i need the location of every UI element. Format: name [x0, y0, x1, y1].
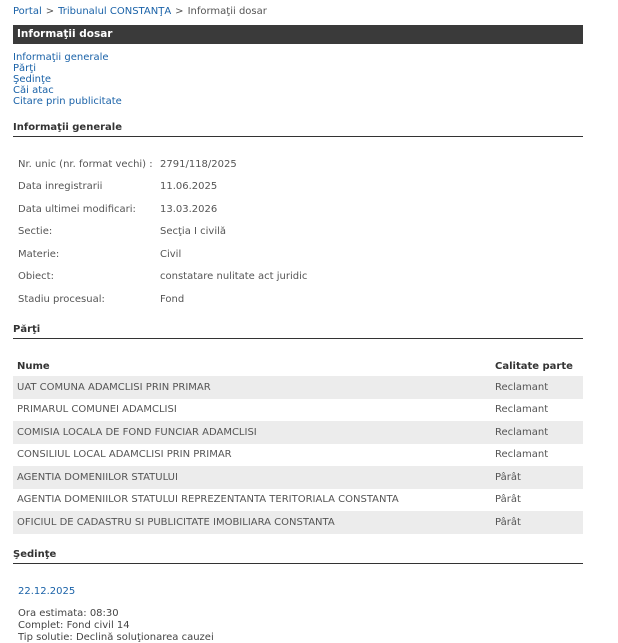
nav-link-citare-publicitate[interactable]: Citare prin publicitate [13, 96, 122, 107]
info-label: Nr. unic (nr. format vechi) : [18, 159, 153, 170]
hearing-time: Ora estimata: 08:30 [18, 608, 119, 619]
hearing-panel: Complet: Fond civil 14 [18, 620, 130, 631]
table-row [13, 399, 583, 422]
info-label: Data inregistrarii [18, 181, 103, 192]
info-value: Secţia I civilă [160, 226, 227, 237]
party-quality: Pârât [495, 494, 521, 506]
table-row [13, 376, 583, 399]
party-name: AGENTIA DOMENIILOR STATULUI [13, 466, 491, 489]
table-header-row [13, 356, 583, 376]
breadcrumb [13, 6, 267, 17]
party-quality: Reclamant [495, 404, 549, 416]
table-row [13, 421, 583, 444]
column-header-quality: Calitate parte [495, 360, 573, 372]
info-value: Civil [160, 249, 182, 260]
party-quality: Reclamant [491, 376, 583, 399]
party-name: AGENTIA DOMENIILOR STATULUI REPREZENTANTA TERITORIALA CONSTANTA [17, 494, 399, 506]
party-name: OFICIUL DE CADASTRU SI PUBLICITATE IMOBILIARA CONSTANTA [13, 511, 491, 534]
party-quality: Pârât [491, 511, 583, 534]
page-title-bar [13, 25, 583, 44]
table-row [13, 489, 583, 512]
info-value: Fond [160, 294, 185, 305]
section-heading-sedinte: Şedinţe [13, 549, 583, 564]
table-row [13, 444, 583, 467]
section-heading-parti: Părţi [13, 324, 583, 339]
info-label: Data ultimei modificari: [18, 204, 136, 215]
info-label: Materie: [18, 249, 60, 260]
nav-link-cai-atac[interactable]: Căi atac [13, 85, 54, 96]
info-value: constatare nulitate act juridic [160, 271, 308, 282]
info-value: 13.03.2026 [160, 204, 218, 215]
party-quality: Reclamant [491, 421, 583, 444]
section-nav [13, 52, 122, 107]
page-title: Informaţii dosar [17, 28, 113, 40]
breadcrumb-separator: > [175, 6, 184, 17]
info-value: 11.06.2025 [160, 181, 218, 192]
section-heading-informatii-generale: Informaţii generale [13, 122, 583, 137]
info-label: Stadiu procesual: [18, 294, 105, 305]
breadcrumb-current: Informaţii dosar [187, 6, 267, 17]
column-header-name: Nume [17, 360, 50, 372]
breadcrumb-portal-link[interactable]: Portal [13, 6, 42, 17]
info-label: Sectie: [18, 226, 53, 237]
info-label: Obiect: [18, 271, 54, 282]
nav-link-parti[interactable]: Părţi [13, 63, 36, 74]
party-quality: Reclamant [495, 449, 549, 461]
hearing-date: 22.12.2025 [18, 586, 76, 597]
table-row [13, 466, 583, 489]
parti-table [13, 356, 583, 534]
party-name: PRIMARUL COMUNEI ADAMCLISI [17, 404, 177, 416]
table-row [13, 511, 583, 534]
party-quality: Pârât [491, 466, 583, 489]
party-name: UAT COMUNA ADAMCLISI PRIN PRIMAR [13, 376, 491, 399]
breadcrumb-separator: > [45, 6, 55, 17]
info-value: 2791/118/2025 [160, 159, 237, 170]
nav-link-sedinte[interactable]: Şedinţe [13, 74, 52, 85]
hearing-solution-type: Tip solutie: Declină soluţionarea cauzei [18, 632, 214, 643]
party-name: COMISIA LOCALA DE FOND FUNCIAR ADAMCLISI [13, 421, 491, 444]
breadcrumb-court-link[interactable]: Tribunalul CONSTANŢA [58, 6, 172, 17]
nav-link-informatii-generale[interactable]: Informaţii generale [13, 52, 109, 63]
party-name: CONSILIUL LOCAL ADAMCLISI PRIN PRIMAR [17, 449, 232, 461]
